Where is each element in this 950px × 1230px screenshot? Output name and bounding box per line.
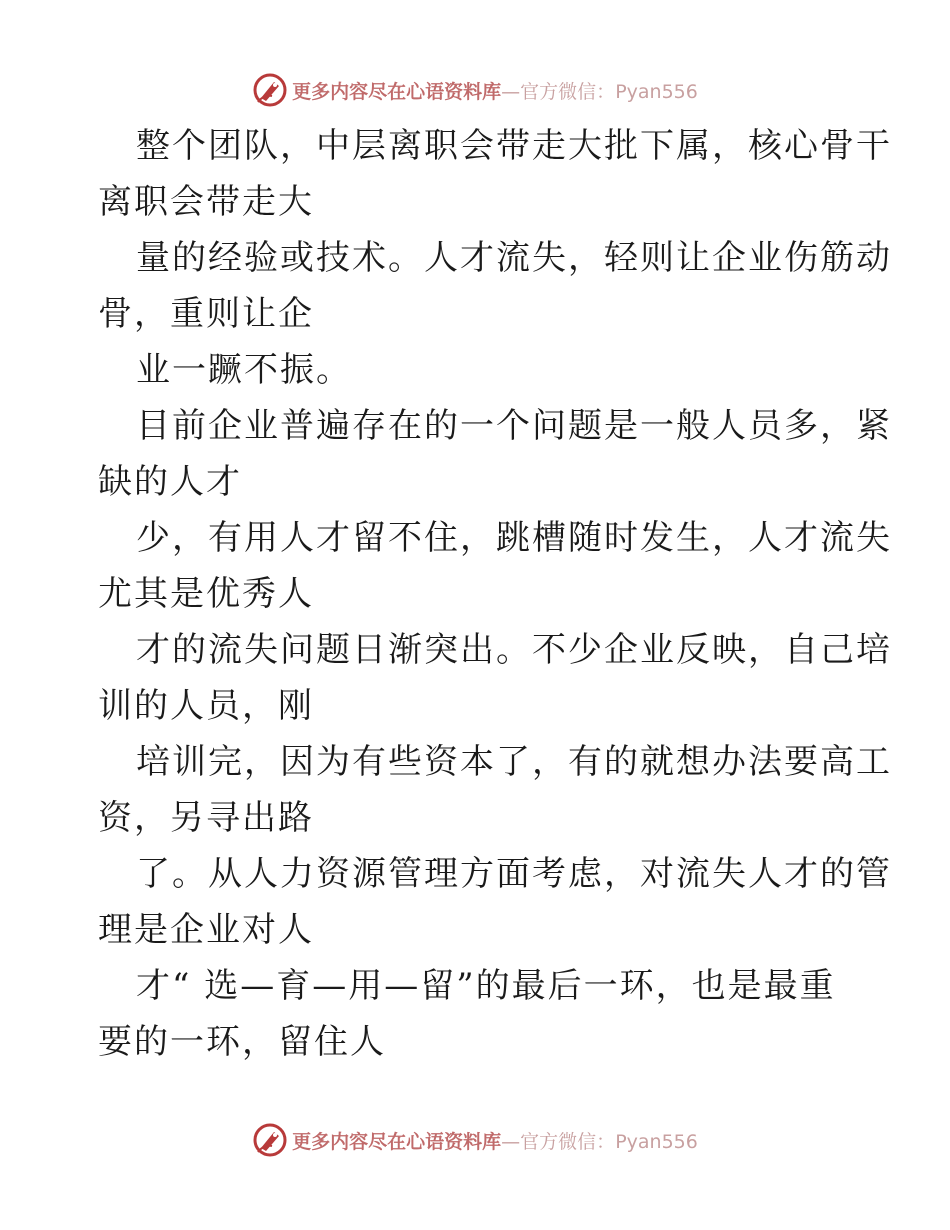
text-line-12: 培训完，因为有些资本了，有的就想办法要高工 xyxy=(136,742,892,782)
text-line-14: 了。从人力资源管理方面考虑，对流失人才的管 xyxy=(136,854,892,894)
document-body xyxy=(98,118,892,1070)
text-line-7: 缺的人才 xyxy=(98,462,242,502)
text-line-16: 才“ 选—育—用—留”的最后一环，也是最重 xyxy=(136,966,836,1006)
footer-brand-text: 更多内容尽在心语资料库 xyxy=(292,1130,502,1153)
text-line-6: 目前企业普遍存在的一个问题是一般人员多，紧 xyxy=(136,406,892,446)
text-line-1: 整个团队，中层离职会带走大批下属，核心骨干 xyxy=(136,126,892,166)
header-banner-content xyxy=(252,72,698,108)
text-line-11: 训的人员，刚 xyxy=(98,686,314,726)
footer-banner-content xyxy=(252,1122,698,1158)
text-line-17: 要的一环，留住人 xyxy=(98,1022,386,1062)
header-dash: — xyxy=(501,80,521,103)
text-line-4: 骨，重则让企 xyxy=(98,294,314,334)
text-line-10: 才的流失问题日渐突出。不少企业反映，自己培 xyxy=(136,630,892,670)
text-line-2: 离职会带走大 xyxy=(98,182,314,222)
footer-dash: — xyxy=(501,1130,521,1153)
text-line-5: 业一蹶不振。 xyxy=(136,350,352,390)
header-brand-text: 更多内容尽在心语资料库 xyxy=(292,80,502,103)
header-banner xyxy=(0,68,950,112)
footer-official-label: 官方微信： xyxy=(520,1130,616,1153)
pen-nib-logo-icon xyxy=(252,72,288,108)
text-line-3: 量的经验或技术。人才流失，轻则让企业伤筋动 xyxy=(136,238,892,278)
text-line-8: 少，有用人才留不住，跳槽随时发生，人才流失 xyxy=(136,518,892,558)
footer-wechat-id: Pyan556 xyxy=(615,1130,698,1153)
header-official-label: 官方微信： xyxy=(520,80,616,103)
header-banner-text xyxy=(292,77,698,104)
text-line-15: 理是企业对人 xyxy=(98,910,314,950)
header-wechat-id: Pyan556 xyxy=(615,80,698,103)
text-line-13: 资，另寻出路 xyxy=(98,798,314,838)
footer-banner xyxy=(0,1118,950,1162)
text-line-9: 尤其是优秀人 xyxy=(98,574,314,614)
footer-banner-text xyxy=(292,1127,698,1154)
pen-nib-logo-icon xyxy=(252,1122,288,1158)
